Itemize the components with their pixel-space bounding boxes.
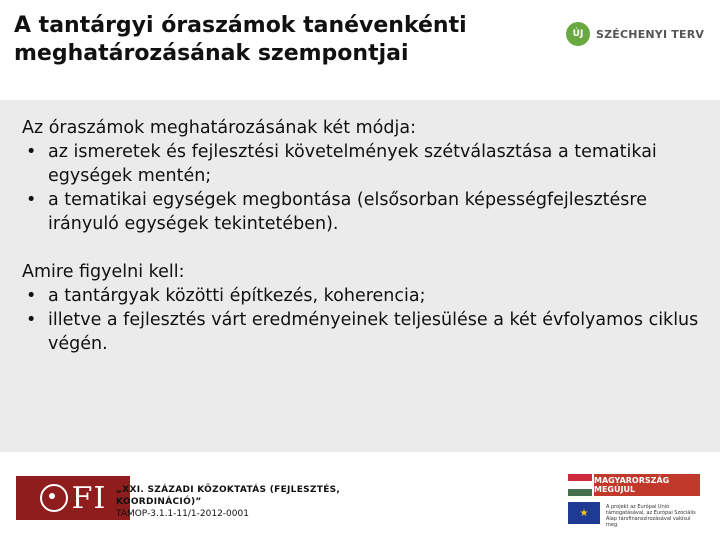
ofi-logo [16, 476, 130, 520]
hu-banner: MAGYARORSZÁG MEGÚJUL [594, 474, 700, 496]
eu-funding-text: A projekt az Európai Unió támogatásával, az Európai Szociális Alap társfinanszírozásával valósul meg. [606, 504, 696, 528]
list-item-text: illetve a fejlesztés várt eredményeinek teljesülése a két évfolyamos ciklus végén. [48, 310, 699, 354]
watch-label: Amire figyelni kell: [22, 262, 185, 282]
project-name: „XXI. SZÁZADI KÖZOKTATÁS (FEJLESZTÉS, KOORDINÁCIÓ)” [116, 485, 341, 507]
project-code: TÁMOP-3.1.1-11/1-2012-0001 [116, 509, 249, 519]
method-list [22, 140, 702, 236]
project-info [116, 484, 376, 520]
list-item [22, 308, 702, 356]
ofi-emblem-icon [40, 484, 68, 512]
list-item [22, 140, 702, 188]
list-item [22, 188, 702, 236]
slide-footer [0, 452, 720, 540]
brand-text: SZÉCHENYI TERV [596, 27, 705, 41]
szechenyi-terv-logo [566, 20, 704, 48]
body-text [22, 116, 702, 356]
eu-flag-icon: ★ [568, 502, 600, 524]
slide-title: A tantárgyi óraszámok tanévenkénti meghatározásának szempontjai [14, 13, 467, 66]
list-item [22, 284, 702, 308]
list-item-text: az ismeretek és fejlesztési követelmények szétválasztása a tematikai egységek mentén; [48, 142, 657, 186]
content-panel [0, 100, 720, 452]
magyarorszag-megujul-logo [568, 474, 700, 546]
bullet-icon: • [26, 310, 37, 330]
attention-list [22, 284, 702, 356]
list-item-text: a tantárgyak közötti építkezés, koherencia; [48, 286, 426, 306]
slide-header [0, 0, 720, 80]
bullet-icon: • [26, 190, 37, 210]
intro-text: Az óraszámok meghatározásának két módja: [22, 118, 416, 138]
bullet-icon: • [26, 142, 37, 162]
ofi-logo-text: FI [71, 480, 107, 516]
list-item-text: a tematikai egységek megbontása (elsősorban képességfejlesztésre irányuló egységek tekintetében). [48, 190, 647, 234]
hungarian-flag-icon [568, 474, 592, 496]
uj-badge-icon: ÚJ [566, 22, 590, 46]
bullet-icon: • [26, 286, 37, 306]
